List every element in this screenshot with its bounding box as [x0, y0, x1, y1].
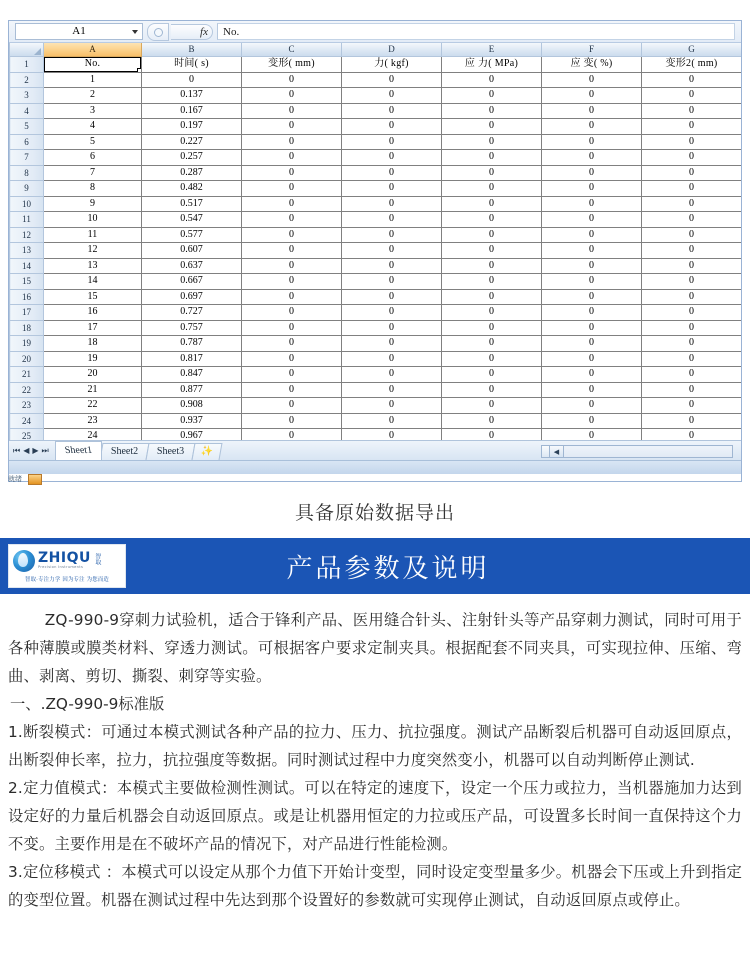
- table-row[interactable]: [10, 367, 742, 383]
- cell-E22[interactable]: 0: [442, 382, 542, 398]
- table-row[interactable]: [10, 165, 742, 181]
- cell-E9[interactable]: 0: [442, 181, 542, 197]
- cell-B14[interactable]: 0.637: [142, 258, 242, 274]
- cancel-formula-button[interactable]: [147, 23, 169, 41]
- cell-B22[interactable]: 0.877: [142, 382, 242, 398]
- cell-B20[interactable]: 0.817: [142, 351, 242, 367]
- cell-A17[interactable]: 16: [44, 305, 142, 321]
- table-row[interactable]: [10, 320, 742, 336]
- cell-D17[interactable]: 0: [342, 305, 442, 321]
- cell-G19[interactable]: 0: [642, 336, 742, 352]
- sheet-tab-label: Sheet3: [157, 446, 185, 457]
- cell-G23[interactable]: 0: [642, 398, 742, 414]
- table-row[interactable]: [10, 212, 742, 228]
- cell-G10[interactable]: 0: [642, 196, 742, 212]
- horizontal-scrollbar[interactable]: [541, 445, 733, 458]
- cell-G7[interactable]: 0: [642, 150, 742, 166]
- cell-D7[interactable]: 0: [342, 150, 442, 166]
- chevron-down-icon[interactable]: [132, 30, 138, 34]
- cell-F11[interactable]: 0: [542, 212, 642, 228]
- cell-F14[interactable]: 0: [542, 258, 642, 274]
- cell-A2[interactable]: 1: [44, 72, 142, 88]
- cell-B16[interactable]: 0.697: [142, 289, 242, 305]
- cell-A20[interactable]: 19: [44, 351, 142, 367]
- cell-A19[interactable]: 18: [44, 336, 142, 352]
- row-header[interactable]: 9: [10, 181, 44, 197]
- cell-F23[interactable]: 0: [542, 398, 642, 414]
- table-row[interactable]: [10, 351, 742, 367]
- cell-D18[interactable]: 0: [342, 320, 442, 336]
- banner-title: 产品参数及说明: [286, 553, 490, 584]
- sheet-tab-label: Sheet1: [63, 445, 93, 456]
- cell-F22[interactable]: 0: [542, 382, 642, 398]
- cell-D12[interactable]: 0: [342, 227, 442, 243]
- row-header[interactable]: 7: [10, 150, 44, 166]
- cell-B12[interactable]: 0.577: [142, 227, 242, 243]
- cell-C4[interactable]: 0: [242, 103, 342, 119]
- cell-F25[interactable]: 0: [542, 429, 642, 441]
- sheet-nav-buttons: [9, 447, 55, 455]
- cell-G11[interactable]: 0: [642, 212, 742, 228]
- scroll-left-arrow-icon[interactable]: ◀: [550, 445, 564, 458]
- sheet-tab-sheet2[interactable]: [99, 443, 149, 460]
- cell-E14[interactable]: 0: [442, 258, 542, 274]
- cell-F9[interactable]: 0: [542, 181, 642, 197]
- cell-A9[interactable]: 8: [44, 181, 142, 197]
- column-header-a[interactable]: A: [44, 43, 142, 57]
- logo-main-row: [13, 550, 121, 572]
- cell-F18[interactable]: 0: [542, 320, 642, 336]
- cell-F12[interactable]: 0: [542, 227, 642, 243]
- row-header[interactable]: 24: [10, 413, 44, 429]
- table-row[interactable]: [10, 119, 742, 135]
- table-row[interactable]: [10, 103, 742, 119]
- cell-A10[interactable]: 9: [44, 196, 142, 212]
- cell-C18[interactable]: 0: [242, 320, 342, 336]
- cell-C16[interactable]: 0: [242, 289, 342, 305]
- product-banner: [0, 538, 750, 594]
- cell-D20[interactable]: 0: [342, 351, 442, 367]
- cell-D4[interactable]: 0: [342, 103, 442, 119]
- cell-B19[interactable]: 0.787: [142, 336, 242, 352]
- next-sheet-icon[interactable]: ▶: [32, 445, 39, 455]
- status-bar-extras: [8, 474, 88, 484]
- cell-B24[interactable]: 0.937: [142, 413, 242, 429]
- cell-E11[interactable]: 0: [442, 212, 542, 228]
- cell-D5[interactable]: 0: [342, 119, 442, 135]
- row-header[interactable]: 6: [10, 134, 44, 150]
- table-row[interactable]: [10, 243, 742, 259]
- cell-A4[interactable]: 3: [44, 103, 142, 119]
- cell-D8[interactable]: 0: [342, 165, 442, 181]
- cell-F2[interactable]: 0: [542, 72, 642, 88]
- cell-E19[interactable]: 0: [442, 336, 542, 352]
- cell-E8[interactable]: 0: [442, 165, 542, 181]
- cell-D13[interactable]: 0: [342, 243, 442, 259]
- row-header[interactable]: 11: [10, 212, 44, 228]
- row-header[interactable]: 14: [10, 258, 44, 274]
- formula-buttons: [147, 23, 213, 41]
- table-row[interactable]: [10, 258, 742, 274]
- table-row[interactable]: [10, 181, 742, 197]
- table-row[interactable]: [10, 398, 742, 414]
- cell-E5[interactable]: 0: [442, 119, 542, 135]
- cell-D23[interactable]: 0: [342, 398, 442, 414]
- cell-F24[interactable]: 0: [542, 413, 642, 429]
- table-row[interactable]: [10, 274, 742, 290]
- cell-a1[interactable]: No.: [44, 57, 142, 73]
- logo-wordmark: ZHIQU: [38, 550, 91, 566]
- sheet-table: [9, 43, 741, 440]
- cell-F3[interactable]: 0: [542, 88, 642, 104]
- cell-B18[interactable]: 0.757: [142, 320, 242, 336]
- cell-F8[interactable]: 0: [542, 165, 642, 181]
- cell-E10[interactable]: 0: [442, 196, 542, 212]
- cell-D25[interactable]: 0: [342, 429, 442, 441]
- cell-A8[interactable]: 7: [44, 165, 142, 181]
- column-header-d[interactable]: D: [342, 43, 442, 57]
- cell-C11[interactable]: 0: [242, 212, 342, 228]
- cell-B17[interactable]: 0.727: [142, 305, 242, 321]
- row-header[interactable]: 21: [10, 367, 44, 383]
- sheet-tab-label: Sheet2: [110, 446, 139, 457]
- mode-item-2: 2.定力值模式：本模式主要做检测性测试。可以在特定的速度下，设定一个压力或拉力，当机器施加力达到设定好的力量后机器会自动返回原点。或是让机器用恒定的力拉或压产品，可设置多长时间一直保持这个力不变。主要作用是在不破坏产品的情况下，对产品进行性能检测。: [8, 779, 742, 853]
- last-sheet-icon[interactable]: ⏭: [41, 445, 49, 455]
- row-header[interactable]: 5: [10, 119, 44, 135]
- cell-G25[interactable]: 0: [642, 429, 742, 441]
- cell-A16[interactable]: 15: [44, 289, 142, 305]
- cell-A24[interactable]: 23: [44, 413, 142, 429]
- cell-F16[interactable]: 0: [542, 289, 642, 305]
- table-row[interactable]: [10, 336, 742, 352]
- table-row[interactable]: [10, 150, 742, 166]
- name-box-value: A1: [72, 25, 86, 37]
- cell-C9[interactable]: 0: [242, 181, 342, 197]
- table-row[interactable]: [10, 382, 742, 398]
- cell-A23[interactable]: 22: [44, 398, 142, 414]
- row-header[interactable]: 19: [10, 336, 44, 352]
- cell-B10[interactable]: 0.517: [142, 196, 242, 212]
- cell-C7[interactable]: 0: [242, 150, 342, 166]
- cell-B2[interactable]: 0: [142, 72, 242, 88]
- logo-chinese-name: 智取: [93, 552, 101, 565]
- status-text: 就绪: [8, 475, 22, 483]
- column-header-e[interactable]: E: [442, 43, 542, 57]
- cell-A18[interactable]: 17: [44, 320, 142, 336]
- cell-E13[interactable]: 0: [442, 243, 542, 259]
- cell-B13[interactable]: 0.607: [142, 243, 242, 259]
- cell-G6[interactable]: 0: [642, 134, 742, 150]
- intro-paragraph: ZQ-990-9穿刺力试验机，适合于锋利产品、医用缝合针头、注射针头等产品穿刺力测试，同时可用于各种薄膜或膜类材料、穿透力测试。可根据客户要求定制夹具。根据配套不同夹具，可实现拉伸、压缩、弯曲、剥离、剪切、撕裂、刺穿等实验。: [8, 611, 742, 685]
- cell-D14[interactable]: 0: [342, 258, 442, 274]
- table-row[interactable]: [10, 289, 742, 305]
- cell-D3[interactable]: 0: [342, 88, 442, 104]
- cell-C22[interactable]: 0: [242, 382, 342, 398]
- insert-function-button[interactable]: [171, 24, 213, 40]
- row-header[interactable]: 8: [10, 165, 44, 181]
- cell-d1[interactable]: 力( kgf): [342, 57, 442, 73]
- first-sheet-icon[interactable]: ⏮: [13, 445, 21, 455]
- formula-bar: [9, 21, 741, 43]
- cell-B11[interactable]: 0.547: [142, 212, 242, 228]
- column-header-row: [10, 43, 742, 57]
- cell-B15[interactable]: 0.667: [142, 274, 242, 290]
- droplet-logo-icon: [13, 550, 35, 572]
- cell-G18[interactable]: 0: [642, 320, 742, 336]
- cell-G20[interactable]: 0: [642, 351, 742, 367]
- table-row[interactable]: [10, 134, 742, 150]
- cell-B21[interactable]: 0.847: [142, 367, 242, 383]
- cell-D9[interactable]: 0: [342, 181, 442, 197]
- cell-A14[interactable]: 13: [44, 258, 142, 274]
- cell-f1[interactable]: 应 变( %): [542, 57, 642, 73]
- cell-C3[interactable]: 0: [242, 88, 342, 104]
- cell-D22[interactable]: 0: [342, 382, 442, 398]
- row-header[interactable]: 20: [10, 351, 44, 367]
- row-header[interactable]: 16: [10, 289, 44, 305]
- cell-D11[interactable]: 0: [342, 212, 442, 228]
- cell-G14[interactable]: 0: [642, 258, 742, 274]
- cell-G9[interactable]: 0: [642, 181, 742, 197]
- cell-G3[interactable]: 0: [642, 88, 742, 104]
- column-header-c[interactable]: C: [242, 43, 342, 57]
- cell-E16[interactable]: 0: [442, 289, 542, 305]
- cell-A13[interactable]: 12: [44, 243, 142, 259]
- row-header[interactable]: 3: [10, 88, 44, 104]
- cell-F19[interactable]: 0: [542, 336, 642, 352]
- cell-F21[interactable]: 0: [542, 367, 642, 383]
- cell-D24[interactable]: 0: [342, 413, 442, 429]
- cell-E20[interactable]: 0: [442, 351, 542, 367]
- cell-A7[interactable]: 6: [44, 150, 142, 166]
- mode-item-3: 3.定位移模式 ：本模式可以设定从那个力值下开始计变型，同时设定变型量多少。机器会下压或上升到指定的变型位置。机器在测试过程中先达到那个设置好的参数就可实现停止测试，自动返回原点或停止。: [8, 863, 742, 909]
- cell-B5[interactable]: 0.197: [142, 119, 242, 135]
- cell-F4[interactable]: 0: [542, 103, 642, 119]
- column-header-g[interactable]: G: [642, 43, 742, 57]
- cell-A15[interactable]: 14: [44, 274, 142, 290]
- insert-worksheet-icon[interactable]: [192, 443, 223, 460]
- cell-E7[interactable]: 0: [442, 150, 542, 166]
- formula-value: No.: [223, 25, 240, 38]
- cell-C14[interactable]: 0: [242, 258, 342, 274]
- scroll-split-handle[interactable]: [541, 445, 550, 458]
- cell-F15[interactable]: 0: [542, 274, 642, 290]
- cell-E12[interactable]: 0: [442, 227, 542, 243]
- cell-C23[interactable]: 0: [242, 398, 342, 414]
- cell-E3[interactable]: 0: [442, 88, 542, 104]
- section-title: 一、.ZQ-990-9标准版: [10, 695, 165, 713]
- cell-E23[interactable]: 0: [442, 398, 542, 414]
- cell-D21[interactable]: 0: [342, 367, 442, 383]
- status-bar: [9, 460, 741, 474]
- logo-tagline: 智取·专注力学 因为专注 为您而造: [24, 576, 109, 583]
- select-all-corner[interactable]: [10, 43, 44, 57]
- cell-E6[interactable]: 0: [442, 134, 542, 150]
- caption-text: 具备原始数据导出: [294, 502, 455, 524]
- sheet-tab-sheet3[interactable]: [146, 443, 196, 460]
- cell-B9[interactable]: 0.482: [142, 181, 242, 197]
- app-icon[interactable]: [28, 474, 42, 485]
- cell-A3[interactable]: 2: [44, 88, 142, 104]
- cell-e1[interactable]: 应 力( MPa): [442, 57, 542, 73]
- row-header[interactable]: 12: [10, 227, 44, 243]
- column-header-b[interactable]: B: [142, 43, 242, 57]
- cell-C2[interactable]: 0: [242, 72, 342, 88]
- cell-G8[interactable]: 0: [642, 165, 742, 181]
- table-row[interactable]: [10, 227, 742, 243]
- row-header[interactable]: 25: [10, 429, 44, 441]
- cell-C20[interactable]: 0: [242, 351, 342, 367]
- cell-A21[interactable]: 20: [44, 367, 142, 383]
- logo-text-block: [38, 551, 91, 570]
- cell-g1[interactable]: 变形2( mm): [642, 57, 742, 73]
- row-header[interactable]: 18: [10, 320, 44, 336]
- cell-F5[interactable]: 0: [542, 119, 642, 135]
- product-description: [0, 594, 750, 914]
- cell-B8[interactable]: 0.287: [142, 165, 242, 181]
- cell-C8[interactable]: 0: [242, 165, 342, 181]
- column-header-f[interactable]: F: [542, 43, 642, 57]
- sheet-tab-sheet1[interactable]: [55, 441, 102, 460]
- cell-G22[interactable]: 0: [642, 382, 742, 398]
- cell-B23[interactable]: 0.908: [142, 398, 242, 414]
- cell-B4[interactable]: 0.167: [142, 103, 242, 119]
- table-row[interactable]: [10, 305, 742, 321]
- cell-A22[interactable]: 21: [44, 382, 142, 398]
- fx-icon: fx: [200, 25, 208, 38]
- table-row[interactable]: [10, 429, 742, 441]
- cell-E25[interactable]: 0: [442, 429, 542, 441]
- cell-C24[interactable]: 0: [242, 413, 342, 429]
- sheet-tab-bar: [9, 440, 741, 460]
- scroll-track[interactable]: [564, 445, 733, 458]
- company-logo: [8, 544, 126, 588]
- cell-G21[interactable]: 0: [642, 367, 742, 383]
- spreadsheet-grid[interactable]: [9, 43, 741, 440]
- cell-A6[interactable]: 5: [44, 134, 142, 150]
- cell-F10[interactable]: 0: [542, 196, 642, 212]
- cell-D10[interactable]: 0: [342, 196, 442, 212]
- cell-A12[interactable]: 11: [44, 227, 142, 243]
- cell-B6[interactable]: 0.227: [142, 134, 242, 150]
- sheet-tabs: [55, 441, 221, 460]
- cell-E4[interactable]: 0: [442, 103, 542, 119]
- cell-G12[interactable]: 0: [642, 227, 742, 243]
- table-row[interactable]: [10, 57, 742, 73]
- row-header[interactable]: 1: [10, 57, 44, 73]
- cell-C19[interactable]: 0: [242, 336, 342, 352]
- table-row[interactable]: [10, 88, 742, 104]
- cell-G15[interactable]: 0: [642, 274, 742, 290]
- cell-D15[interactable]: 0: [342, 274, 442, 290]
- cell-G4[interactable]: 0: [642, 103, 742, 119]
- cell-E15[interactable]: 0: [442, 274, 542, 290]
- cell-D2[interactable]: 0: [342, 72, 442, 88]
- cell-G2[interactable]: 0: [642, 72, 742, 88]
- cell-C21[interactable]: 0: [242, 367, 342, 383]
- cell-B25[interactable]: 0.967: [142, 429, 242, 441]
- cell-F7[interactable]: 0: [542, 150, 642, 166]
- cell-C12[interactable]: 0: [242, 227, 342, 243]
- cell-E18[interactable]: 0: [442, 320, 542, 336]
- cell-C13[interactable]: 0: [242, 243, 342, 259]
- row-header[interactable]: 22: [10, 382, 44, 398]
- row-header[interactable]: 17: [10, 305, 44, 321]
- cell-C17[interactable]: 0: [242, 305, 342, 321]
- cell-A5[interactable]: 4: [44, 119, 142, 135]
- table-row[interactable]: [10, 413, 742, 429]
- cell-C6[interactable]: 0: [242, 134, 342, 150]
- cell-G17[interactable]: 0: [642, 305, 742, 321]
- cell-E2[interactable]: 0: [442, 72, 542, 88]
- cell-B3[interactable]: 0.137: [142, 88, 242, 104]
- cell-G16[interactable]: 0: [642, 289, 742, 305]
- circle-icon: [154, 28, 163, 37]
- table-row[interactable]: [10, 196, 742, 212]
- cell-G24[interactable]: 0: [642, 413, 742, 429]
- cell-A25[interactable]: 24: [44, 429, 142, 441]
- triangle-icon: [34, 48, 41, 55]
- cell-E24[interactable]: 0: [442, 413, 542, 429]
- cell-F20[interactable]: 0: [542, 351, 642, 367]
- cell-E21[interactable]: 0: [442, 367, 542, 383]
- cell-D19[interactable]: 0: [342, 336, 442, 352]
- formula-input[interactable]: [217, 23, 735, 40]
- mode-item-1: 1.断裂模式：可通过本模式测试各种产品的拉力、压力、抗拉强度。测试产品断裂后机器可自动返回原点，出断裂伸长率，拉力，抗拉强度等数据。同时测试过程中力度突然变小，机器可以自动判断停止测试.: [8, 723, 742, 769]
- row-header[interactable]: 23: [10, 398, 44, 414]
- row-header[interactable]: 4: [10, 103, 44, 119]
- logo-subtitle: Precision Instruments: [38, 565, 84, 569]
- name-box[interactable]: [15, 23, 143, 40]
- cell-C25[interactable]: 0: [242, 429, 342, 441]
- cell-E17[interactable]: 0: [442, 305, 542, 321]
- prev-sheet-icon[interactable]: ◀: [23, 445, 30, 455]
- cell-D6[interactable]: 0: [342, 134, 442, 150]
- excel-window: [8, 20, 742, 482]
- cell-G5[interactable]: 0: [642, 119, 742, 135]
- row-header[interactable]: 15: [10, 274, 44, 290]
- sheet-body: [10, 57, 742, 441]
- cell-G13[interactable]: 0: [642, 243, 742, 259]
- cell-D16[interactable]: 0: [342, 289, 442, 305]
- row-header[interactable]: 10: [10, 196, 44, 212]
- cell-C15[interactable]: 0: [242, 274, 342, 290]
- row-header[interactable]: 2: [10, 72, 44, 88]
- cell-C5[interactable]: 0: [242, 119, 342, 135]
- cell-C10[interactable]: 0: [242, 196, 342, 212]
- cell-F13[interactable]: 0: [542, 243, 642, 259]
- cell-A11[interactable]: 10: [44, 212, 142, 228]
- cell-F6[interactable]: 0: [542, 134, 642, 150]
- cell-B7[interactable]: 0.257: [142, 150, 242, 166]
- table-row[interactable]: [10, 72, 742, 88]
- cell-b1[interactable]: 时间( s): [142, 57, 242, 73]
- row-header[interactable]: 13: [10, 243, 44, 259]
- cell-c1[interactable]: 变形( mm): [242, 57, 342, 73]
- cell-F17[interactable]: 0: [542, 305, 642, 321]
- insert-worksheet-label: ✨: [201, 446, 214, 457]
